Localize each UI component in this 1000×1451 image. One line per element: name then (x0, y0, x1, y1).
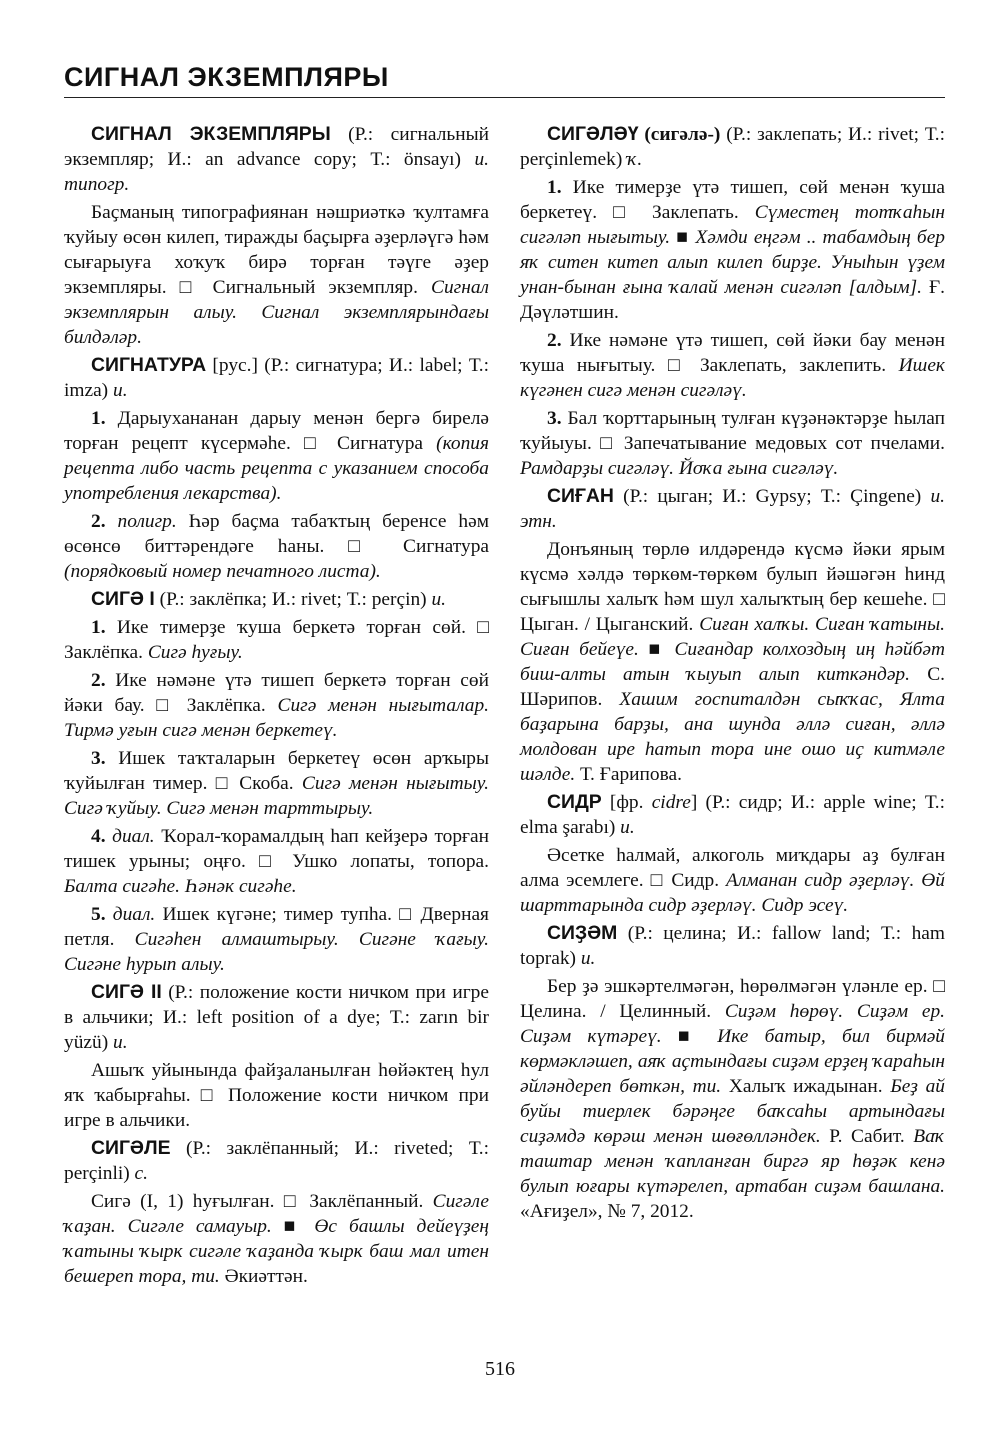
dictionary-paragraph: СИГӘ I (Р.: заклёпка; И.: rivet; Т.: perçin) и. (91, 588, 446, 610)
dictionary-paragraph: СИГНАЛ ЭКЗЕМПЛЯРЫ (Р.: сигнальный экземпляр; И.: an advance copy; Т.: önsayı) и. типогр. (64, 123, 489, 195)
header-rule (64, 97, 945, 98)
dictionary-paragraph: 3. Бал ҡорттарының тулған күҙәнәктәрҙе һылап ҡуйыуы. □ Запечатывание медовых сот пчелами. Рамдарҙы сигәләү. Йоҡа ғына сигәләү. (520, 408, 945, 479)
dictionary-paragraph: Ашыҡ уйынында файҙаланылған һөйәктең һул яҡ ҡабырғаһы. □ Положение кости ничком при игре в альчики. (64, 1060, 489, 1131)
dictionary-paragraph: 2. Ике нәмәне үтә тишеп, сөй йәки бау менән ҡуша нығытыу. □ Заклепать, заклепить. Ишек күгәнен сигә менән сигәләү. (520, 330, 945, 401)
dictionary-paragraph: Әсетке һалмай, алкоголь миҡдары аҙ булған алма эсемлеге. □ Сидр. Алманан сидр әҙерләү. Өй шарттарында сидр әҙерләү. Сидр эсеү. (520, 845, 945, 916)
left-column (64, 122, 489, 1292)
dictionary-paragraph: СИГӘ II (Р.: положение кости ничком при игре в альчики; И.: left position of a dye; Т.: zarın bir yüzü) и. (64, 981, 489, 1053)
dictionary-paragraph: СИГӘЛЕ (Р.: заклёпанный; И.: riveted; Т.: perçinli) с. (64, 1137, 489, 1184)
dictionary-paragraph: СИҘӘМ (Р.: целина; И.: fallow land; Т.: ham toprak) и. (520, 922, 945, 969)
dictionary-paragraph: 3. Ишек таҡталарын беркетеү өсөн арҡыры ҡуйылған тимер. □ Скоба. Сигә менән нығытыу. Сигә ҡуйыу. Сигә менән тарттырыу. (64, 748, 489, 819)
right-column (520, 122, 945, 1227)
dictionary-paragraph: 2. полигр. Һәр баҫма табаҡтың беренсе һәм өсөнсө биттәрендәге һаны. □ Сигнатура (порядковый номер печатного листа). (64, 511, 489, 582)
dictionary-paragraph: 2. Ике нәмәне үтә тишеп беркетә торған сөй йәки бау. □ Заклёпка. Сигә менән нығыталар. Тирмә уғын сигә менән беркетеү. (64, 670, 489, 741)
page-number: 516 (485, 1358, 515, 1380)
dictionary-paragraph: СИГНАТУРА [рус.] (Р.: сигнатура; И.: label; Т.: imza) и. (64, 354, 489, 401)
dictionary-paragraph: Баҫманың типографиянан нәшриәткә ҡултамға ҡуйыу өсөн килеп, тиражды баҫырға әҙерләүгә һәм сығарыуға хоҡуҡ бирә торған тәүге әҙер экземпляры. □ Сигнальный экземпляр. Сигнал экземплярын алыу. Сигнал экземплярындағы билдәләр. (64, 202, 489, 348)
dictionary-paragraph: 5. диал. Ишек күгәне; тимер тупһа. □ Дверная петля. Сигәһен алмаштырыу. Сигәне ҡағыу. Сигәне һурып алыу. (64, 904, 489, 975)
dictionary-paragraph: СИДР [фр. cidre] (Р.: сидр; И.: apple wine; Т.: elma şarabı) и. (520, 791, 945, 838)
dictionary-paragraph: 1. Ике тимерҙе ҡуша беркетә торған сөй. □ Заклёпка. Сигә һуғыу. (64, 617, 489, 663)
dictionary-paragraph: Бер ҙә эшкәртелмәгән, һөрөлмәгән үләнле ер. □ Целина. / Целинный. Сиҙәм һөрөү. Сиҙәм ер. Сиҙәм күтәреү. ■ Ике батыр, бил бирмәй көрмәкләшеп, аяҡ аҫтындағы сиҙәм ерҙең ҡараһын әйләндереп бөткән, ти. Халыҡ ижадынан. Беҙ ай буйы тиерлек бәрәңге баҡсаһы артындағы сиҙәмдә көрәш менән шөғөлләндек. Р. Сабит. Ваҡ таштар менән ҡапланған биргә яр һөҙәк кенә булып юғары күтәрелеп, артабан сиҙәм башлана. «Ағиҙел», № 7, 2012. (520, 976, 945, 1222)
dictionary-paragraph: Донъяның төрлө илдәрендә күсмә йәки ярым күсмә хәлдә төркөм-төркөм булып йәшәгән һинд сығышлы халыҡ һәм шул халыҡтың бер кешеһе. □ Цыган. / Цыганский. Сиған халҡы. Сиған ҡатыны. Сиған бейеүе. ■ Сиғандар колхоздың иң һәйбәт биш-алты атын ҡыуып алып киткәндәр. С. Шәрипов. Хашим госпиталдән сыҡҡас, Ялта баҙарына барҙы, ана шунда әллә сиған, әллә молдован ире һатып тора ине ошо иҫ китмәле шәлде. Т. Ғарипова. (520, 539, 945, 785)
dictionary-paragraph: СИҒАН (Р.: цыган; И.: Gypsy; Т.: Çingene) и. этн. (520, 485, 945, 532)
dictionary-paragraph: Сигә (I, 1) һуғылған. □ Заклёпанный. Сигәле ҡаҙан. Сигәле самауыр. ■ Өс башлы дейеүҙең ҡатыны ҡырк сигәле ҡаҙанда ҡырк баш мал итен бешереп тора, ти. Әкиәттән. (64, 1191, 489, 1287)
dictionary-paragraph: 1. Ике тимерҙе үтә тишеп, сөй менән ҡуша беркетеү. □ Заклепать. Сүместең тотҡаһын сигәләп нығытыу. ■ Хәмди еңгәм .. табамдың бер яҡ ситен китеп алып килеп бирҙе. Уныһын үҙем унан-бынан ғына ҡалай менән сигәләп [алдым]. Ғ. Дәүләтшин. (520, 177, 946, 323)
running-head: СИГНАЛ ЭКЗЕМПЛЯРЫ (64, 62, 389, 92)
dictionary-paragraph: 1. Дарыухананан дарыу менән бергә бирелә торған рецепт күсермәһе. □ Сигнатура (копия рецепта либо часть рецепта с указанием способа употребления лекарства). (64, 408, 489, 504)
dictionary-paragraph: СИГӘЛӘҮ (сигәлә-) (Р.: заклепать; И.: rivet; Т.: perçinlemek) ҡ. (520, 123, 945, 170)
dictionary-paragraph: 4. диал. Ҡорал-ҡорамалдың һап кейҙерә торған тишек урыны; оңғо. □ Ушко лопаты, топора. Балта сигәһе. Һәнәк сигәһе. (64, 826, 489, 897)
